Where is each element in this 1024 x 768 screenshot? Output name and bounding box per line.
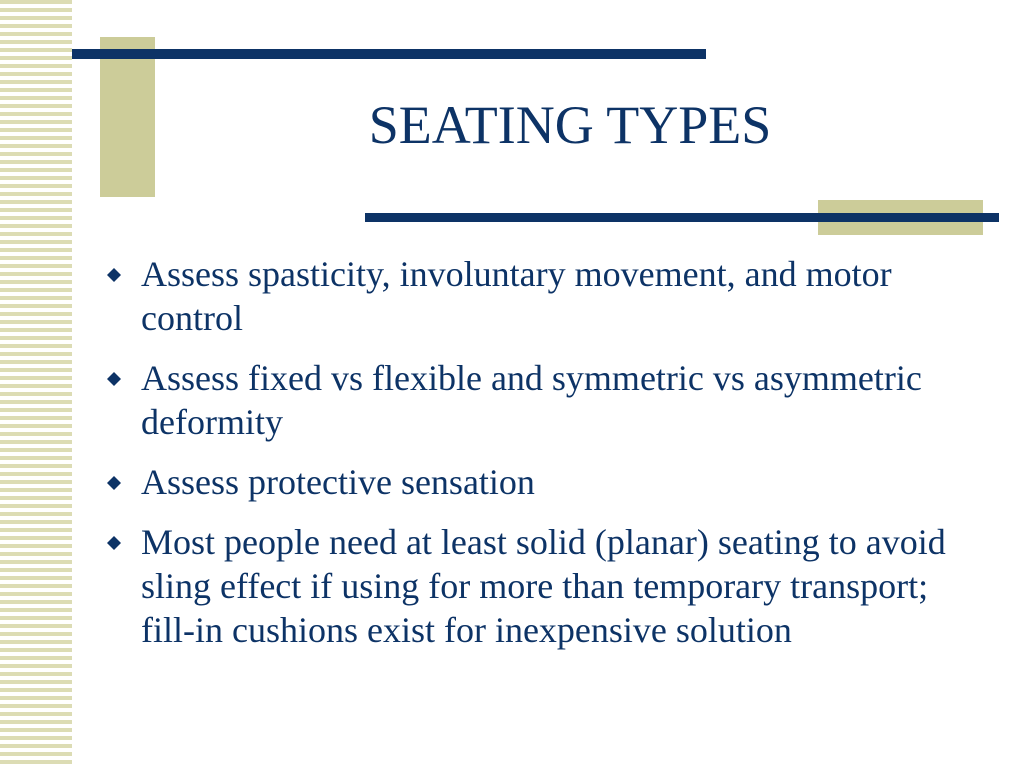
bullet-list	[105, 252, 985, 668]
bullet-text: Assess fixed vs flexible and symmetric vs asymmetric deformity	[141, 358, 922, 442]
title-rule-top	[72, 49, 706, 59]
title-rule-bottom	[365, 213, 999, 222]
bullet-item	[105, 356, 985, 444]
bullet-text: Most people need at least solid (planar) seating to avoid sling effect if using for more than temporary transport; fill-in cushions exist for inexpensive solution	[141, 522, 946, 650]
bullet-text: Assess protective sensation	[141, 462, 535, 502]
bullet-item	[105, 520, 985, 652]
diamond-bullet-icon	[107, 536, 121, 550]
diamond-bullet-icon	[107, 268, 121, 282]
bullet-item	[105, 252, 985, 340]
diamond-bullet-icon	[107, 476, 121, 490]
diamond-bullet-icon	[107, 372, 121, 386]
bullet-item	[105, 460, 985, 504]
bullet-text: Assess spasticity, involuntary movement, and motor control	[141, 254, 892, 338]
slide-title: SEATING TYPES	[368, 95, 772, 155]
decorative-stripes	[0, 0, 72, 768]
